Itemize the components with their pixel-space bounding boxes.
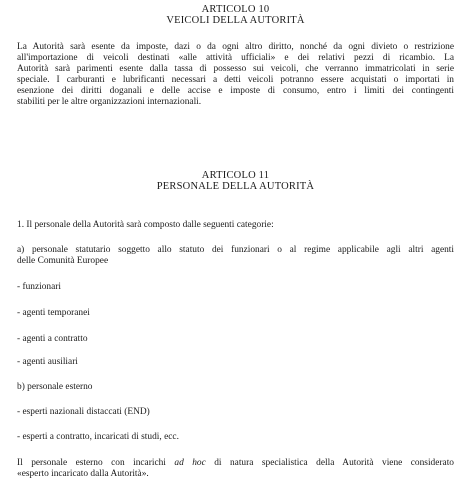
point-a-line-1: a) personale statutario soggetto allo statuto dei funzionari o al regime applicabile agli altri agenti xyxy=(17,245,454,255)
list-item-agenti-temporanei: - agenti temporanei xyxy=(17,308,90,318)
article-11-number: ARTICOLO 11 xyxy=(201,170,270,181)
article-10-line-2: all'importazione di veicoli destinati «alle attività ufficiali» e dei relativi pezzi di ricambio. La xyxy=(17,53,454,63)
article-10-body xyxy=(17,42,454,108)
article-10-number: ARTICOLO 10 xyxy=(201,4,270,15)
closing-paragraph xyxy=(17,458,454,480)
list-item-agenti-contratto: - agenti a contratto xyxy=(17,334,88,344)
article-10-line-3: Autorità sarà parimenti esente dalla tassa di possesso sui veicoli, che verranno immatricolati in serie xyxy=(17,64,454,74)
article-10-title: VEICOLI DELLA AUTORITÀ xyxy=(166,15,305,26)
article-10-line-5: esenzione dei diritti doganali e delle accise e imposte di consumo, entro i limiti dei contingenti xyxy=(17,86,454,96)
article-10-line-1: La Autorità sarà esente da imposte, dazi o da ogni altro diritto, nonché da ogni divieto o restrizione xyxy=(17,42,454,52)
point-b: b) personale esterno xyxy=(17,382,93,392)
article-10-line-6: stabiliti per le altre organizzazioni internazionali. xyxy=(17,97,202,107)
closing-ad-hoc: ad hoc xyxy=(174,458,206,468)
article-10-line-4: speciale. I carburanti e lubrificanti necessari a detti veicoli potranno essere acquistati o importati in xyxy=(17,75,454,85)
article-11-title: PERSONALE DELLA AUTORITÀ xyxy=(156,181,315,192)
point-a-line-2: delle Comunità Europee xyxy=(17,256,109,266)
list-item-esperti-contratto: - esperti a contratto, incaricati di studi, ecc. xyxy=(17,432,179,442)
list-item-agenti-ausiliari: - agenti ausiliari xyxy=(17,357,78,367)
closing-line-1 xyxy=(17,458,454,469)
closing-part-1: Il personale esterno con incarichi xyxy=(17,458,166,468)
list-item-esperti-nazionali: - esperti nazionali distaccati (END) xyxy=(17,407,150,417)
point-1: 1. Il personale della Autorità sarà composto dalle seguenti categorie: xyxy=(17,220,274,230)
list-item-funzionari: - funzionari xyxy=(17,282,61,292)
point-a xyxy=(17,245,454,267)
closing-part-2: di natura specialistica della Autorità viene considerato xyxy=(214,458,454,468)
closing-line-2: «esperto incaricato dalla Autorità». xyxy=(17,469,149,479)
